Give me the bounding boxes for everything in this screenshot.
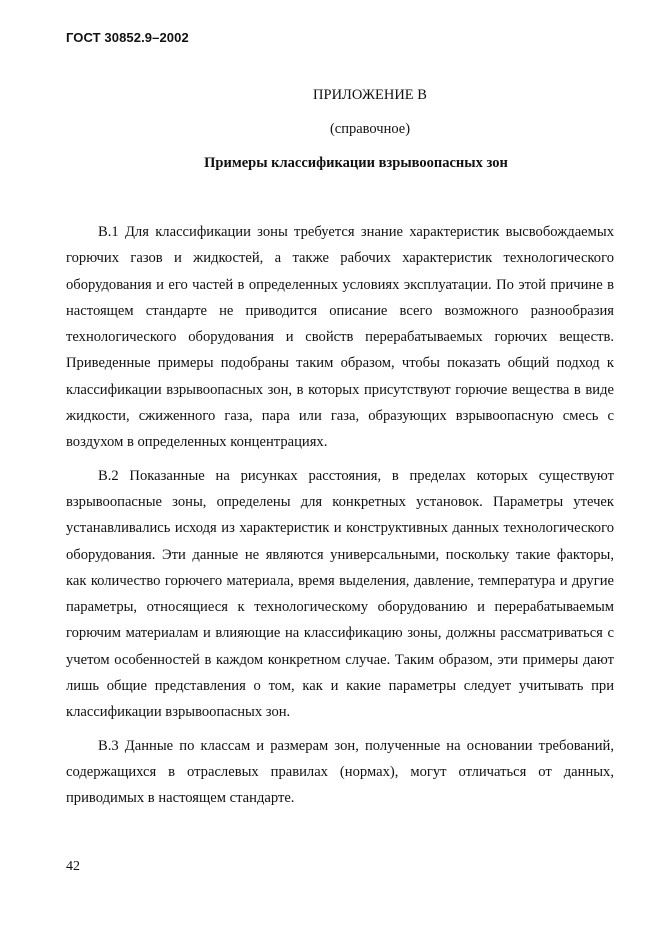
body-text (66, 219, 614, 819)
paragraph-b1: В.1 Для классификации зоны требуется знание характеристик высвобождаемых горючих газов и жидкостей, а также рабочих характеристик технологического оборудования и его частей в определенных условиях эксплуатации. По этой причине в настоящем стандарте не приводится описание всего возможного разнообразия технологического оборудования и свойств перерабатываемых горючих веществ. Приведенные примеры подобраны таким образом, чтобы показать общий подход к классификации взрывоопасных зон, в которых присутствуют горючие вещества в виде жидкости, сжиженного газа, пара или газа, образующих взрывоопасную смесь с воздухом в определенных концентрациях. (66, 224, 614, 451)
section-heading: Примеры классификации взрывоопасных зон (204, 155, 508, 171)
appendix-subtitle: (справочное) (329, 121, 411, 137)
page-number: 42 (66, 859, 80, 874)
appendix-title: ПРИЛОЖЕНИЕ В (313, 87, 427, 103)
paragraph-b3: В.3 Данные по классам и размерам зон, полученные на основании требований, содержащихся в отраслевых правилах (нормах), могут отличаться от данных, приводимых в настоящем стандарте. (66, 737, 614, 807)
document-header: ГОСТ 30852.9–2002 (66, 30, 189, 45)
paragraph-b2: В.2 Показанные на рисунках расстояния, в пределах которых существуют взрывоопасные зоны, определены для конкретных установок. Параметры утечек устанавливались исходя из характеристик и конструктивных данных технологического оборудования. Эти данные не являются универсальными, поскольку такие факторы, как количество горючего материала, время выделения, давление, температура и другие параметры, относящиеся к технологическому оборудованию и перерабатываемым горючим материалам и влияющие на классификацию зоны, должны рассматриваться с учетом особенностей в каждом конкретном случае. Таким образом, эти примеры дают лишь общие представления о том, как и какие параметры следует учитывать при классификации взрывоопасных зон. (66, 467, 614, 721)
